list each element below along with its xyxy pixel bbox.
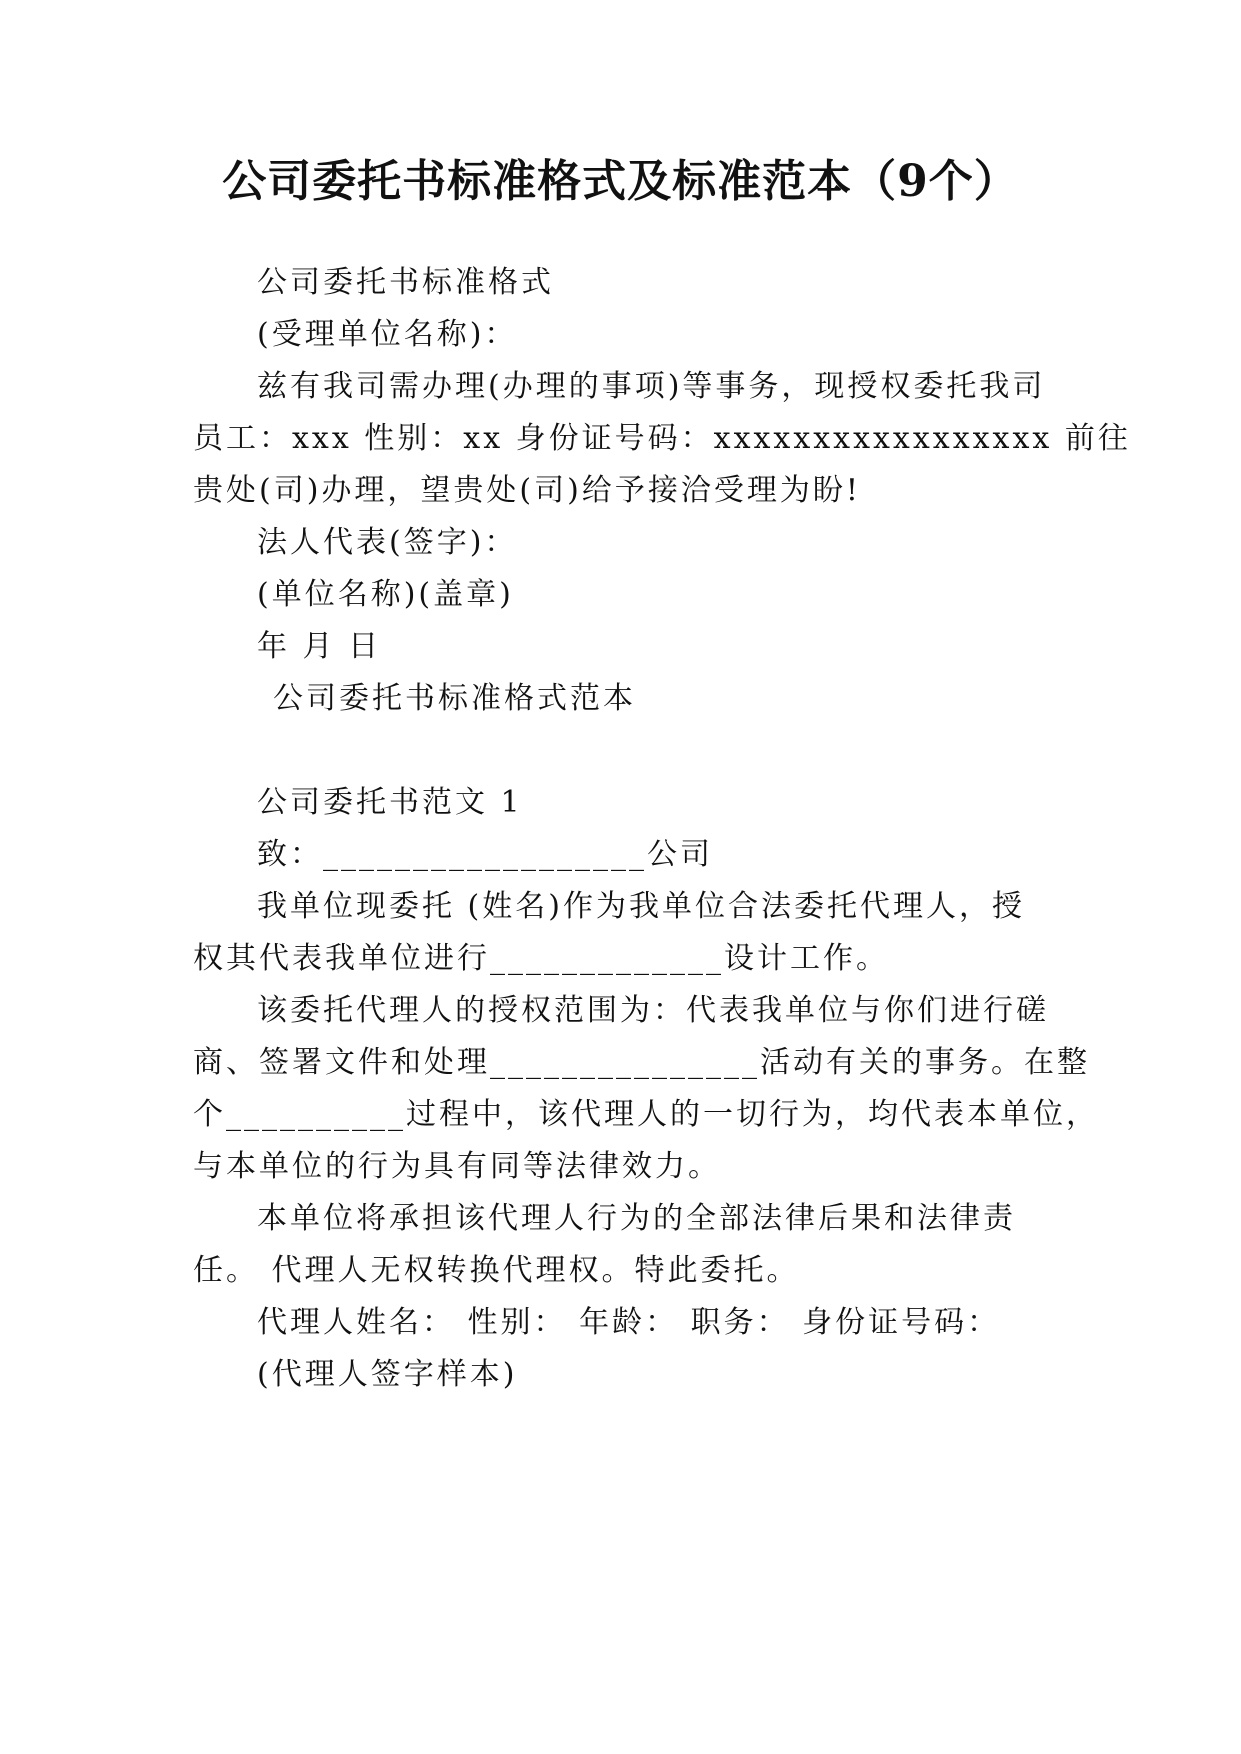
section-heading-format: 公司委托书标准格式: [257, 265, 554, 300]
paragraph-line: 贵处(司)办理，望贵处(司)给予接洽受理为盼!: [193, 473, 861, 508]
agent-info-line: 代理人姓名： 性别： 年龄： 职务： 身份证号码：: [257, 1305, 1001, 1340]
paragraph-line: 兹有我司需办理(办理的事项)等事务，现授权委托我司: [257, 369, 1046, 404]
paragraph-line: 本单位将承担该代理人行为的全部法律后果和法律责: [257, 1201, 1016, 1236]
paragraph-line: 个__________过程中，该代理人的一切行为，均代表本单位，: [193, 1097, 1099, 1132]
paragraph-line: 与本单位的行为具有同等法律效力。: [193, 1149, 721, 1184]
unit-seal-line: (单位名称)(盖章): [257, 577, 514, 612]
recipient-line: (受理单位名称)：: [257, 317, 518, 352]
paragraph-line: 我单位现委托 (姓名)作为我单位合法委托代理人，授: [257, 889, 1025, 924]
addressee-line: 致：__________________公司: [257, 837, 713, 872]
document-title: 公司委托书标准格式及标准范本（9个）: [222, 156, 1019, 207]
paragraph-line: 该委托代理人的授权范围为：代表我单位与你们进行磋: [257, 993, 1049, 1028]
paragraph-line: 员工：xxx 性别：xx 身份证号码：xxxxxxxxxxxxxxxxx 前往: [193, 421, 1131, 456]
legal-rep-line: 法人代表(签字)：: [257, 525, 518, 560]
agent-signature-line: (代理人签字样本): [257, 1357, 518, 1392]
paragraph-line: 商、签署文件和处理_______________活动有关的事务。在整: [193, 1045, 1090, 1080]
paragraph-line: 权其代表我单位进行_____________设计工作。: [193, 941, 889, 976]
section-heading-template: 公司委托书标准格式范本: [273, 681, 636, 716]
date-line: 年 月 日: [257, 629, 382, 664]
section-heading-sample-1: 公司委托书范文 1: [257, 785, 523, 820]
paragraph-line: 任。 代理人无权转换代理权。特此委托。: [193, 1253, 800, 1288]
